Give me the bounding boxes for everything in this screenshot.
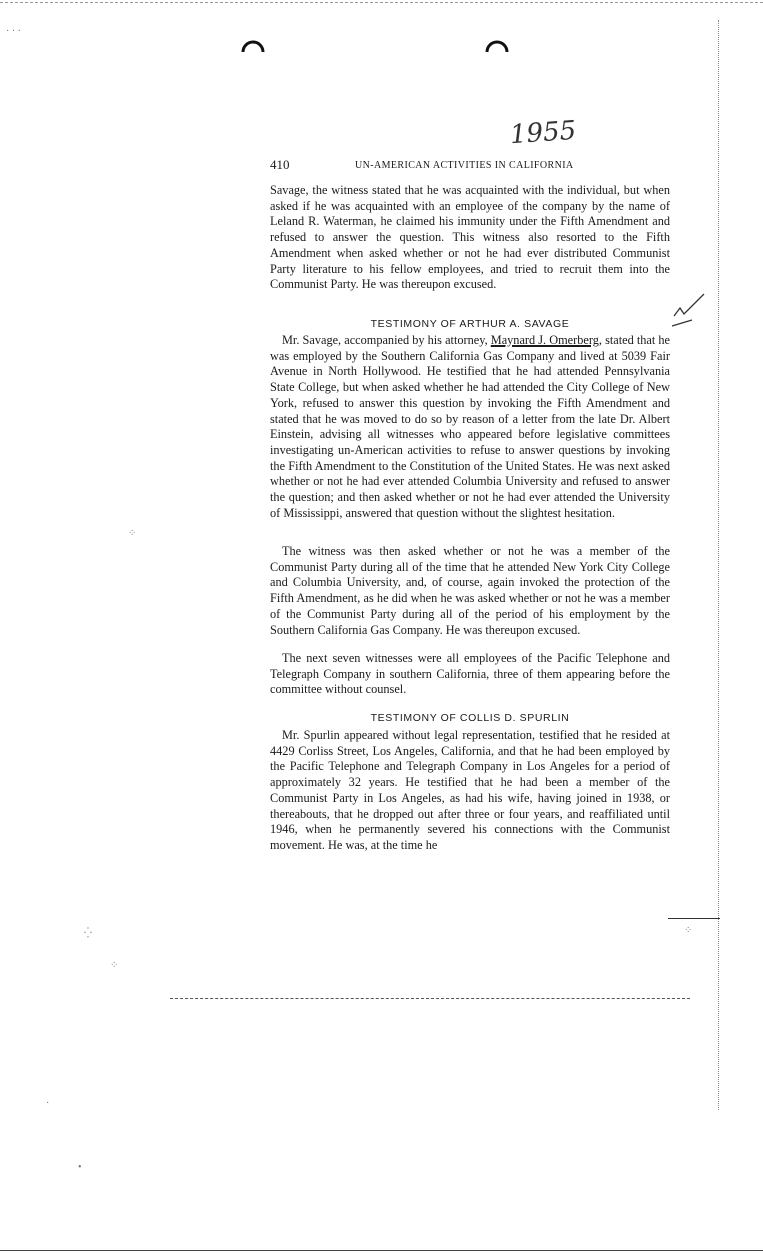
heading-testimony-spurlin: TESTIMONY OF COLLIS D. SPURLIN (370, 712, 570, 724)
scan-speck: · (46, 1098, 50, 1109)
paragraph-2 (270, 333, 670, 521)
scan-bottom-rule (170, 998, 690, 999)
scan-speck: · · · (6, 26, 21, 37)
heading-testimony-savage: TESTIMONY OF ARTHUR A. SAVAGE (370, 318, 570, 330)
scan-speck: ⁛ (84, 928, 92, 939)
paragraph-2-body: stated that he was employed by the Southern California Gas Company and lived at 5039 Fair Avenue in North Hollywood. He testified that he had attended Pennsylvania State College, but when asked whether he had attended the City College of New York, refused to answer this question by invoking the Fifth Amendment and stated that he was moved to do so by reason of a letter from the late Dr. Albert Einstein, advising all witnesses who appeared before legislative committees investigating un-American activities to refuse to answer questions by invoking the Fifth Amendment to the Constitution of the United States. He was next asked whether or not he had ever attended Columbia University and refused to answer the question; and then asked whether or not he had ever attended the University of Mississippi, answered that question without the slightest hesitation. (270, 333, 671, 520)
scan-right-rule (668, 918, 720, 919)
scan-speck: • (78, 1162, 82, 1173)
scan-bottom-edge (0, 1250, 763, 1251)
paragraph-4: The next seven witnesses were all employees of the Pacific Telephone and Telegraph Company in southern California, three of them appearing before the committee without counsel. (270, 651, 670, 697)
scan-top-edge (0, 2, 763, 3)
scan-speck: ⁘ (110, 960, 119, 971)
page-number: 410 (270, 157, 290, 172)
binder-hole-left-icon (240, 30, 266, 56)
paragraph-1: Savage, the witness stated that he was acquainted with the individual, but when asked if he was acquainted with an employee of the company by the name of Leland R. Waterman, he claimed his immunity under the Fifth Amendment and refused to answer the question. This witness also resorted to the Fifth Amendment when asked whether or not he had ever distributed Communist Party literature to his fellow employees, and tried to recruit them into the Communist Party. He was thereupon excused. (270, 183, 670, 292)
binder-hole-right-icon (484, 30, 510, 56)
running-head: UN-AMERICAN ACTIVITIES IN CALIFORNIA (355, 160, 574, 171)
handwritten-check-mark-icon (670, 290, 710, 330)
scan-speck: ⁘ (684, 925, 693, 936)
paragraph-3: The witness was then asked whether or not he was a member of the Communist Party during all of the time that he attended New York City College and Columbia University, and, of course, again invoked the protection of the Fifth Amendment, as he did when he was asked whether or not he was a member of the Communist Party during all of the period of his employment by the Southern California Gas Company. He was thereupon excused. (270, 544, 670, 637)
scan-speck: ⁘ (128, 528, 137, 539)
attorney-name-underlined: Maynard J. Omerberg, (490, 333, 602, 347)
handwritten-year: 1955 (509, 115, 578, 151)
paragraph-2-lead: Mr. Savage, accompanied by his attorney, (282, 333, 491, 347)
scan-right-edge (718, 20, 719, 1110)
paragraph-5: Mr. Spurlin appeared without legal representation, testified that he resided at 4429 Corliss Street, Los Angeles, California, and that he had been employed by the Pacific Telephone and Telegraph Company in Los Angeles for a period of approximately 32 years. He testified that he had been a member of the Communist Party in Los Angeles, as had his wife, having joined in 1938, or thereabouts, that he dropped out after three or four years, and reaffiliated until 1946, when he permanently severed his connections with the Communist movement. He was, at the time he (270, 728, 670, 852)
